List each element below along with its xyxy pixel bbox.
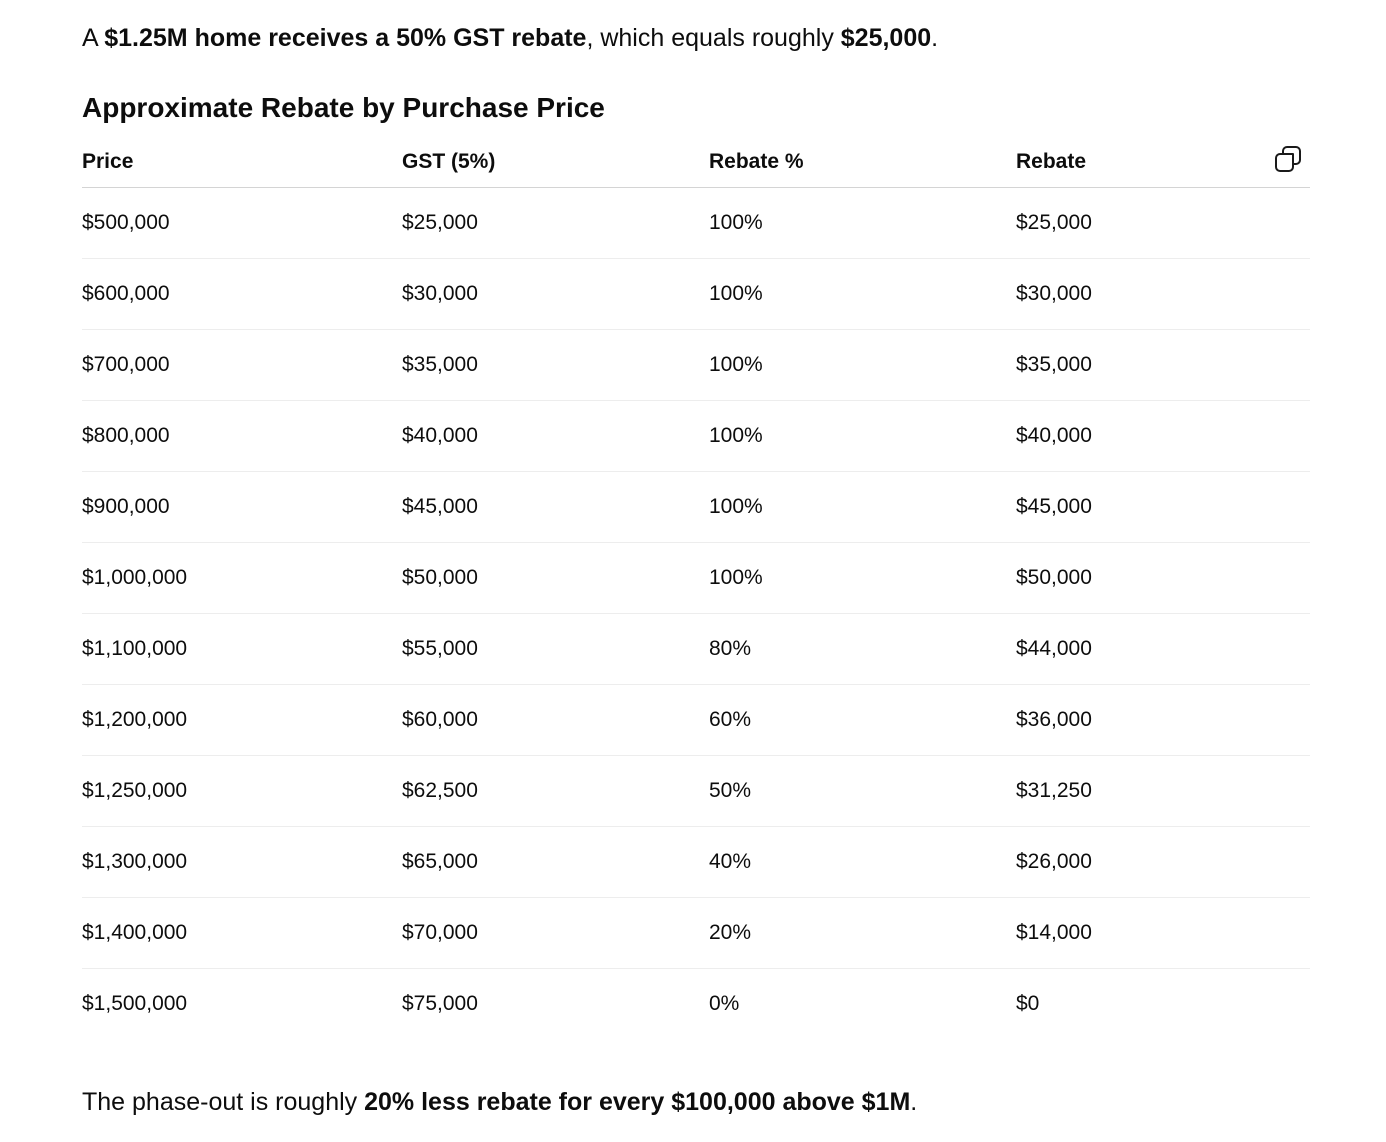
outro-paragraph [82, 1084, 917, 1120]
gst-cell: $75,000 [402, 992, 478, 1015]
rebate-cell: $50,000 [1016, 543, 1310, 614]
rebate-percent-cell: 40% [709, 827, 1016, 898]
rebate-cell: $35,000 [1016, 330, 1310, 401]
gst-cell: $70,000 [402, 898, 709, 969]
copy-icon [1274, 145, 1302, 173]
gst-cell: $40,000 [402, 401, 709, 472]
gst-cell: $65,000 [402, 827, 709, 898]
rebate-percent-cell: 20% [709, 898, 1016, 969]
price-cell: $900,000 [82, 472, 402, 543]
rebate-percent-cell: 80% [709, 614, 1016, 685]
table-row [82, 259, 1310, 330]
table-row [82, 330, 1310, 401]
gst-cell: $35,000 [402, 330, 709, 401]
rebate-cell: $45,000 [1016, 472, 1310, 543]
rebate-percent-cell: 60% [709, 685, 1016, 756]
rebate-cell: $31,250 [1016, 756, 1310, 827]
rebate-cell: $0 [1016, 992, 1040, 1015]
rebate-percent-cell: 100% [709, 543, 1016, 614]
outro-text-2: . [910, 1088, 918, 1116]
rebate-cell: $30,000 [1016, 259, 1310, 330]
price-cell: $1,400,000 [82, 898, 402, 969]
rebate-cell: $25,000 [1016, 188, 1310, 259]
table-row [82, 969, 1310, 1040]
intro-text-1: A [82, 24, 105, 52]
intro-text-3: . [931, 24, 939, 52]
rebate-percent-cell: 100% [709, 472, 1016, 543]
intro-bold-1: $1.25M home receives a 50% GST rebate [104, 24, 587, 52]
intro-bold-2: $25,000 [840, 24, 932, 52]
rebate-percent-cell: 50% [709, 756, 1016, 827]
rebate-percent-cell: 0% [709, 992, 740, 1015]
rebate-cell: $40,000 [1016, 401, 1310, 472]
rebate-percent-cell: 100% [709, 330, 1016, 401]
price-cell: $1,200,000 [82, 685, 402, 756]
rebate-cell: $44,000 [1016, 614, 1310, 685]
gst-cell: $30,000 [402, 259, 709, 330]
table-row [82, 472, 1310, 543]
outro-text-1: The phase-out is roughly [82, 1088, 365, 1116]
gst-cell: $25,000 [402, 188, 709, 259]
price-cell: $700,000 [82, 330, 402, 401]
table-body [82, 188, 1310, 1040]
table-row [82, 543, 1310, 614]
intro-paragraph [82, 20, 938, 56]
rebate-cell: $36,000 [1016, 685, 1310, 756]
gst-cell: $55,000 [402, 614, 709, 685]
price-cell: $1,500,000 [82, 992, 188, 1015]
outro-bold-1: 20% less rebate for every $100,000 above $1M [364, 1088, 911, 1116]
price-cell: $1,100,000 [82, 614, 402, 685]
rebate-cell: $14,000 [1016, 898, 1310, 969]
table-row [82, 401, 1310, 472]
table-row [82, 614, 1310, 685]
header-rebate-percent: Rebate % [709, 136, 1016, 188]
gst-cell: $62,500 [402, 756, 709, 827]
table-row [82, 188, 1310, 259]
price-cell: $600,000 [82, 259, 402, 330]
table-row [82, 827, 1310, 898]
header-gst: GST (5%) [402, 136, 709, 188]
intro-text-2: , which equals roughly [586, 24, 841, 52]
rebate-cell: $26,000 [1016, 827, 1310, 898]
rebate-table [82, 136, 1310, 1039]
rebate-table-container [82, 136, 1310, 1039]
price-cell: $500,000 [82, 188, 402, 259]
section-heading: Approximate Rebate by Purchase Price [82, 92, 605, 123]
table-header-row [82, 136, 1310, 188]
price-cell: $800,000 [82, 401, 402, 472]
price-cell: $1,300,000 [82, 827, 402, 898]
rebate-percent-cell: 100% [709, 401, 1016, 472]
copy-table-button[interactable] [1274, 145, 1302, 173]
rebate-percent-cell: 100% [709, 188, 1016, 259]
gst-cell: $45,000 [402, 472, 709, 543]
gst-cell: $50,000 [402, 543, 709, 614]
header-rebate: Rebate [1016, 136, 1310, 188]
gst-cell: $60,000 [402, 685, 709, 756]
price-cell: $1,250,000 [82, 756, 402, 827]
price-cell: $1,000,000 [82, 543, 402, 614]
header-price: Price [82, 136, 402, 188]
table-row [82, 898, 1310, 969]
table-row [82, 756, 1310, 827]
table-row [82, 685, 1310, 756]
rebate-percent-cell: 100% [709, 259, 1016, 330]
